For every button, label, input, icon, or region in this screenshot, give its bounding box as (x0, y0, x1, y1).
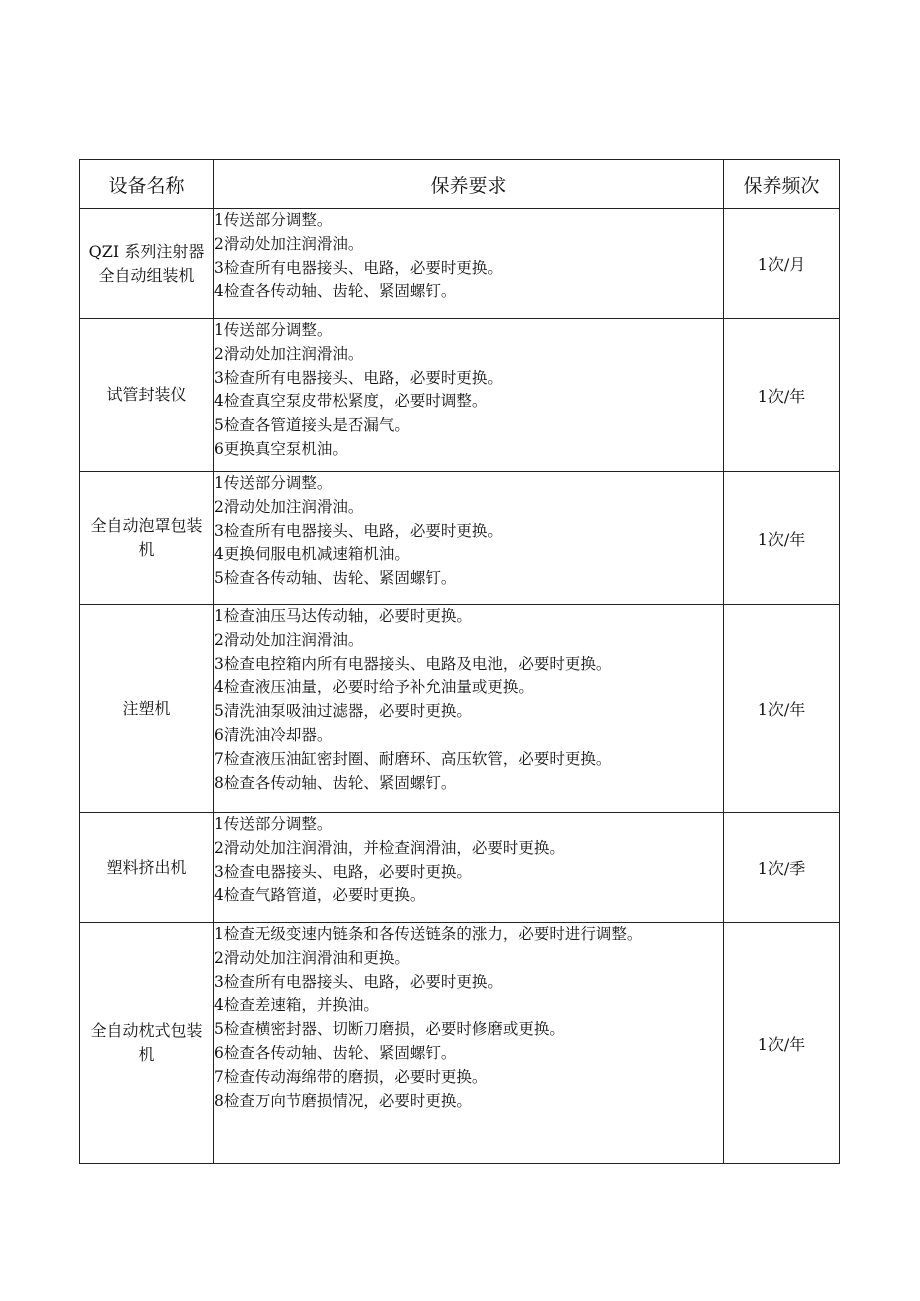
table-row (80, 472, 840, 605)
requirements-cell (214, 209, 724, 319)
requirement-item: 7检查传动海绵带的磨损，必要时更换。 (214, 1067, 488, 1086)
header-frequency: 保养频次 (724, 160, 840, 209)
requirement-item: 2滑动处加注润滑油。 (214, 234, 364, 253)
header-requirements: 保养要求 (214, 160, 724, 209)
requirement-item: 2滑动处加注润滑油。 (214, 497, 364, 516)
requirements-cell (214, 923, 724, 1164)
frequency-cell: 1次/年 (724, 319, 840, 472)
requirement-item: 3检查电器接头、电路，必要时更换。 (214, 862, 472, 881)
equipment-name-line: 全自动枕式包装 (90, 1021, 203, 1040)
requirement-item: 1检查无级变速内链条和各传送链条的涨力，必要时进行调整。 (214, 925, 643, 943)
equipment-name-cell (80, 813, 214, 923)
equipment-name-cell (80, 605, 214, 813)
requirement-item: 1传送部分调整。 (214, 815, 333, 833)
header-equipment: 设备名称 (80, 160, 214, 209)
equipment-name-line: QZI 系列注射器 (88, 241, 205, 261)
frequency-cell: 1次/年 (724, 923, 840, 1164)
table-row (80, 605, 840, 813)
requirement-item: 5检查各传动轴、齿轮、紧固螺钉。 (214, 569, 457, 588)
equipment-name-line: 注塑机 (122, 698, 171, 718)
requirement-item: 2滑动处加注润滑油。 (214, 344, 364, 363)
table-row (80, 209, 840, 319)
requirement-item: 6清洗油冷却器。 (214, 725, 333, 744)
frequency-cell: 1次/月 (724, 209, 840, 319)
equipment-name-line: 塑料挤出机 (106, 857, 187, 877)
requirement-item: 5检查横密封器、切断刀磨损，必要时修磨或更换。 (214, 1020, 565, 1039)
requirement-item: 3检查所有电器接头、电路，必要时更换。 (214, 258, 503, 277)
requirement-item: 6更换真空泵机油。 (214, 439, 348, 458)
equipment-name-line: 机 (138, 540, 155, 559)
maintenance-table (79, 159, 840, 1164)
requirement-item: 4检查差速箱，并换油。 (214, 996, 379, 1015)
frequency-cell: 1次/季 (724, 813, 840, 923)
requirement-item: 2滑动处加注润滑油和更换。 (214, 948, 410, 967)
requirement-item: 1传送部分调整。 (214, 211, 333, 229)
requirement-item: 1传送部分调整。 (214, 321, 333, 339)
requirement-item: 8检查各传动轴、齿轮、紧固螺钉。 (214, 773, 457, 792)
equipment-name-cell (80, 472, 214, 605)
header-row (80, 160, 840, 209)
equipment-name-line: 全自动组装机 (98, 265, 195, 285)
requirement-item: 4更换伺服电机减速箱机油。 (214, 545, 410, 564)
equipment-name-line: 试管封装仪 (106, 385, 187, 404)
frequency-cell: 1次/年 (724, 472, 840, 605)
requirement-item: 3检查所有电器接头、电路，必要时更换。 (214, 972, 503, 991)
requirement-item: 5检查各管道接头是否漏气。 (214, 416, 410, 435)
requirement-item: 1传送部分调整。 (214, 474, 333, 492)
requirement-item: 4检查真空泵皮带松紧度，必要时调整。 (214, 392, 488, 411)
equipment-name-line: 机 (138, 1045, 155, 1064)
requirement-item: 1检查油压马达传动轴，必要时更换。 (214, 607, 472, 625)
equipment-name-cell (80, 319, 214, 472)
frequency-cell: 1次/年 (724, 605, 840, 813)
requirement-item: 4检查液压油量，必要时给予补允油量或更换。 (214, 678, 534, 697)
requirement-item: 3检查所有电器接头、电路，必要时更换。 (214, 521, 503, 540)
requirement-item: 6检查各传动轴、齿轮、紧固螺钉。 (214, 1043, 457, 1062)
requirements-cell (214, 605, 724, 813)
requirement-item: 4检查气路管道，必要时更换。 (214, 886, 426, 905)
table-row (80, 813, 840, 923)
equipment-name-line: 全自动泡罩包装 (90, 516, 203, 535)
equipment-name-cell (80, 209, 214, 319)
requirement-item: 8检查万向节磨损情况，必要时更换。 (214, 1091, 472, 1110)
requirements-cell (214, 319, 724, 472)
table-row (80, 319, 840, 472)
table-row (80, 923, 840, 1164)
requirement-item: 2滑动处加注润滑油，并检查润滑油，必要时更换。 (214, 838, 565, 857)
requirements-cell (214, 472, 724, 605)
requirement-item: 3检查电控箱内所有电器接头、电路及电池，必要时更换。 (214, 654, 612, 673)
requirements-cell (214, 813, 724, 923)
requirement-item: 3检查所有电器接头、电路，必要时更换。 (214, 368, 503, 387)
requirement-item: 2滑动处加注润滑油。 (214, 630, 364, 649)
requirement-item: 5清洗油泵吸油过滤器，必要时更换。 (214, 702, 472, 721)
requirement-item: 7检查液压油缸密封圈、耐磨环、高压软管，必要时更换。 (214, 749, 612, 768)
equipment-name-cell (80, 923, 214, 1164)
requirement-item: 4检查各传动轴、齿轮、紧固螺钉。 (214, 282, 457, 301)
